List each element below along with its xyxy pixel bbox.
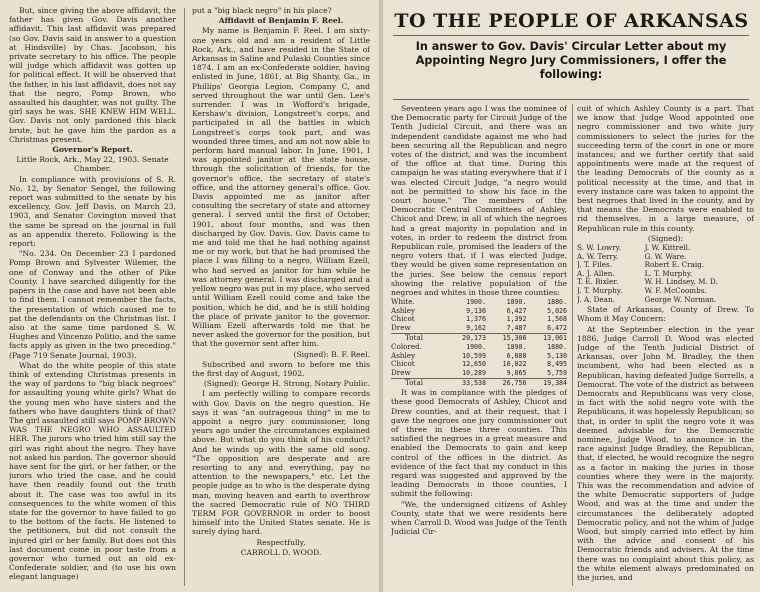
paragraph: But, since giving the above affidavit, the father has given Gov. Davis another affidavit. This last affidavit was prepared (so Gov. Davis said in answer to a question at Hindsville) by Chas. Jacobson, his private secretary to his office. The people will judge which affidavit was gotten up for political effect. It will be observed that the father, in his last affidavit, does not say that the negro, Pomp Brown, who assaulted his daughter, was not guilty. The girl says he was. SHE KNEW HIM WELL. Gov. Davis not only pardoned this black brute, but he gave him the pardon as a Christmas present. — [9, 6, 176, 144]
table-cell: 26,756 — [486, 378, 527, 387]
title-rule — [393, 35, 749, 36]
table-cell: 8,495 — [547, 360, 567, 369]
table-cell: 1890. — [506, 298, 527, 307]
table-cell: 9,162 — [466, 324, 486, 333]
right-page — [383, 0, 760, 592]
table-cell: Colored. — [391, 342, 423, 352]
section-heading: Affidavit of Benjamin F. Reel. — [218, 16, 344, 26]
paragraph: I am perfectly willing to compare records with Gov. Davis on the negro question. He says it was "an outrageous thing" in me to appoint a negro jury commissioner, long years ago under the circumstances explained above. But what do you think of his conduct? And he winds up with the same old song. "The opposition are desperate and are resorting to any and everything, pay no attention to the newspapers," etc. Let the people judge as to who is the desperate dying man, moving heaven and earth to overthrow the sacred Democratic rule of NO THIRD TERM FOR GOVERNOR in order to boost himself into the United States senate. He is surely dying hard. — [192, 389, 370, 537]
signed-line: (Signed): B. F. Reel. — [293, 349, 370, 359]
table-cell: 10,022 — [502, 360, 527, 369]
paragraph: It was in compliance with the pledges of these good Democrats of Ashley, Chicot and Drew counties, and at their request, that I gave the negroes one jury commissioner out of three in these three counties. This satisfied the negroes in a great measure and enabled the Democrats to gain and keep control of the offices in the district. As evidence of the fact that my conduct in this regard was suggested and approved by the leading Democrats in those counties, I submit the following: — [391, 388, 567, 499]
table-cell: 9,865 — [506, 369, 527, 378]
table-cell: 10,289 — [462, 369, 486, 378]
table-row — [391, 360, 567, 369]
signatory-name: Robert E. Craig. — [644, 260, 705, 270]
table-cell: 5,026 — [547, 306, 567, 315]
table-cell: 12,650 — [462, 360, 486, 369]
table-cell: Total — [391, 333, 445, 342]
table-cell: Chicot — [391, 314, 415, 324]
signature: CARROLL D. WOOD. — [240, 547, 322, 557]
notary-line: (Signed): George H. Strong, Notary Public. — [203, 379, 370, 389]
table-total-row — [391, 333, 567, 342]
table-row — [391, 324, 567, 333]
signatory-name: George W. Norman. — [644, 294, 717, 304]
signatory-name: L. T. Murphy. — [644, 268, 693, 278]
paragraph: Subscribed and sworn to before me this the first day of August, 1902. — [192, 359, 370, 378]
table-cell: 1880. — [547, 298, 567, 307]
paragraph: In compliance with provisions of S. R. No. 12, by Senator Sengel, the following report was submitted to the senate by his excellency, Gov. Jeff Davis, on March 23, 1903, and Senator Covington moved that the same be spread on the journal in full as an appendix thereto. Following is the report: — [9, 174, 176, 249]
signatory-name: T. E. Bixler. — [577, 277, 619, 287]
paragraph: My name is Benjamin F. Reel. I am sixty-one years old and am a resident of Little Rock, Ark., and have resided in the State of Arkansas in Saline and Pulaski Counties since 1874. I am an ex-Confederate soldier, having enlisted in June, 1861, at Big Shanty, Ga., in Phillips' Georgia Legion, Company C, and served throughout the war until Gen. Lee's surrender. I was in Wofford's brigade, Kershaw's division, Longstreet's corps, and participated in all the battles in which Longstreet's corps took part, and was wounded three times, and am not now able to perform hard manual labor. In June, 1901, I was appointed janitor at the state house, through the solicitation of friends, for the governor's office, the secretary of state's office, and the attorney general's office. Gov. Davis appointed me as janitor after consulting the secretary of state and attorney general. I served until the first of October, 1901, about four months, and was then discharged by Gov. Davis. Gov. Davis came to me and told me that he had nothing against me or my work, but that he had promised the place I was filling to a negro, William Ezell, who had served as janitor for him while he was attorney general. I was discharged and a yellow negro was put in my place, who served until William Ezell could come and take the position, which he did, and he is still holding the place of private janitor to the governor. William Ezell afterwards told me that he never asked the governor for the position, but that the governor sent after him. — [192, 26, 370, 349]
paragraph: cuit of which Ashley County is a part. That we know that Judge Wood appointed one negro commissioner and two white jury commissioners to select the juries for the succeeding term of the court in one or more instances; and we further certify that said appointments were made at the request of the leading Democrats of the county as a political necessity at the time, and that in every instance care was taken to appoint the best negroes that lived in the county, and by that means the Democrats were enabled to rid themselves, in a large measure, of Republican rule in this county. — [577, 104, 754, 233]
table-row — [391, 307, 567, 316]
table-cell: 13,061 — [526, 333, 567, 342]
table-cell: 19,384 — [526, 378, 567, 387]
signatory-name: A. W. Terry. — [577, 251, 619, 261]
table-cell: 6,472 — [547, 324, 567, 333]
left-page — [0, 0, 379, 592]
signatory-name: J. A. Dean. — [577, 294, 615, 304]
signatories-list — [577, 244, 754, 304]
column-divider — [184, 8, 185, 586]
signatory-name: W. H. Lindsey, M. D. — [644, 277, 718, 287]
table-cell: Ashley — [391, 305, 416, 315]
table-cell: 6,888 — [506, 351, 527, 360]
census-table-white — [391, 298, 567, 342]
table-cell: 1,568 — [547, 315, 567, 324]
paragraph: put a "big black negro" in his place? — [192, 6, 332, 15]
paragraph: What do the white people of this state think of extending Christmas presents in the way of pardons to "big black negroes" for assaulting young white girls? What do the young men who have sisters and the fathers who have daughters think of that? The girl assaulted still says POMP BROWN WAS THE NEGRO WHO ASSAULTED HER. The jurors who tried him still say the girl was right about the negro. They have not asked his pardon. The governor should have sent for the girl, or her father, or the jurors who tried the case, and he could have then readily found out the truth about it. The case was too awful in its consequences to the white women of this state for the governor to have failed to go to the bottom of the facts. He listened to the petitioners, but did not consult the injured girl or her family. But does not this last document come in poor taste from a governor who turned out an old ex-Confederate soldier, and (to use his own elegant language) — [9, 360, 176, 582]
table-cell: 10,599 — [462, 351, 486, 360]
table-header-row — [391, 343, 567, 352]
signatory-name: J. T. Murphy. — [577, 286, 623, 296]
table-row — [391, 315, 567, 324]
table-total-row — [391, 378, 567, 387]
table-cell: 7,487 — [506, 324, 527, 333]
subtitle: In answer to Gov. Davis' Circular Letter about my Appointing Negro Jury Commissioners, I offer the following: — [415, 40, 727, 81]
right-column-2 — [577, 104, 754, 588]
table-cell: Drew — [391, 323, 411, 333]
table-row — [391, 369, 567, 378]
table-cell: 1900. — [466, 343, 486, 352]
table-header-row — [391, 298, 567, 307]
paragraph: "No. 234. On December 23 I pardoned Pomp Brown and Sylvester Wilemer, the one of Conway and the other of Pike County. I have searched diligently for the papers in the case and have not been able to find them. I cannot remember the facts, the presentation of which caused me to pat the defendants on the Christmas list. I also at the same time pardoned S. W. Hughes and Vincenzo Politio, and the same facts apply as given in the two preceding." (Page 719 Senate Journal, 1903). — [9, 249, 176, 360]
signatory-name: A. J. Allen. — [577, 268, 615, 278]
table-cell: 15,306 — [486, 333, 527, 342]
signatory-name: G. W. Ware. — [644, 251, 687, 261]
list-item — [577, 296, 754, 305]
table-cell: Chicot — [391, 359, 415, 369]
table-cell: 1,376 — [466, 315, 486, 324]
left-column-1 — [9, 6, 176, 590]
table-cell: White. — [391, 297, 415, 307]
census-table-colored — [391, 343, 567, 387]
table-cell: Total — [391, 378, 445, 387]
right-column-1 — [391, 104, 567, 588]
column-divider — [572, 104, 573, 586]
signed-line: (Signed): — [647, 233, 684, 243]
table-cell: 1880. — [547, 343, 567, 352]
paragraph: "We, the undersigned citizens of Ashley County, state that we were residents here when Carroll D. Wood was Judge of the Tenth Judicial Cir- — [391, 499, 567, 537]
paragraph: At the September election in the year 1886, Judge Carroll D. Wood was elected Judge of the Tenth Judicial District of Arkansas, over John M. Bradley, the then incumbent, who had been elected as a Republican, having defeated Judge Sorrells, a Democrat. The vote of the district as between Democrats and Republicans was very close, in fact with the solid negro vote with the Republicans, it was hopelessly Republican; so that, in order to split the negro vote it was deemed advisable for the Democratic nominee, Judge Wood, to announce in the race against Judge Bradley, the Republican, that, if elected, he would recognize the negro as a factor in making the juries in those counties where they were in the majority. This was the recommendation and advice of the white Democratic supporters of Judge Wood, and was at the time and under the circumstances the deliberately adopted Democratic policy, and not the whim of Judge Wood, but simply carried into effect by him with the advice and consent of his Democratic friends and advisers. At the time there was no complaint about this policy, as the white element always predominated on the juries, and — [577, 324, 754, 583]
table-cell: 9,136 — [466, 306, 486, 315]
table-cell: 6,427 — [506, 306, 527, 315]
table-cell: Drew — [391, 368, 411, 378]
table-cell: 1,392 — [506, 315, 527, 324]
table-cell: 33,538 — [445, 378, 486, 387]
table-cell: 1900. — [466, 298, 486, 307]
section-heading: State of Arkansas, County of Drew. To Whom it May Concern: — [577, 305, 754, 324]
table-cell: 20,173 — [445, 333, 486, 342]
paragraph: Seventeen years ago I was the nominee of the Democratic party for Circuit Judge of the Tenth Judicial Circuit, and there was an independent candidate against me who had been securing all the Republican and negro votes of the district, and was the incumbent of the office at that time. During this campaign he was stating everywhere that if I was elected Circuit Judge, "a negro would not be permitted to show his face in the court house." The members of the Democratic Central Committees of Ashley, Chicot and Drew, in all of which the negroes had a great majority in population and in votes, in order to redeem the district from Republican rule, promised the leaders of the negro voters that, if I was elected Judge, they would be given some representation on the juries. See below the census report showing the relative population of the negroes and whites in those three counties: — [391, 104, 567, 298]
signatory-name: J. W. Kittrell. — [644, 243, 691, 253]
table-cell: 5,130 — [547, 351, 567, 360]
closing: Respectfully, — [256, 537, 306, 547]
page-title: TO THE PEOPLE OF ARKANSAS — [394, 10, 749, 32]
table-cell: Ashley — [391, 350, 416, 360]
table-cell: 1890. — [506, 343, 527, 352]
subtitle-rule — [393, 99, 749, 100]
left-column-2 — [192, 6, 370, 590]
table-row — [391, 352, 567, 361]
signatory-name: W. F. McCoombs. — [644, 286, 707, 296]
table-cell: 5,759 — [547, 369, 567, 378]
section-heading: Governor's Report. — [52, 145, 133, 155]
dateline: Little Rock, Ark., May 22, 1903. Senate Chamber. — [16, 155, 169, 174]
signatory-name: J. T. Files. — [577, 260, 613, 270]
signatory-name: S. W. Lowry. — [577, 243, 622, 253]
